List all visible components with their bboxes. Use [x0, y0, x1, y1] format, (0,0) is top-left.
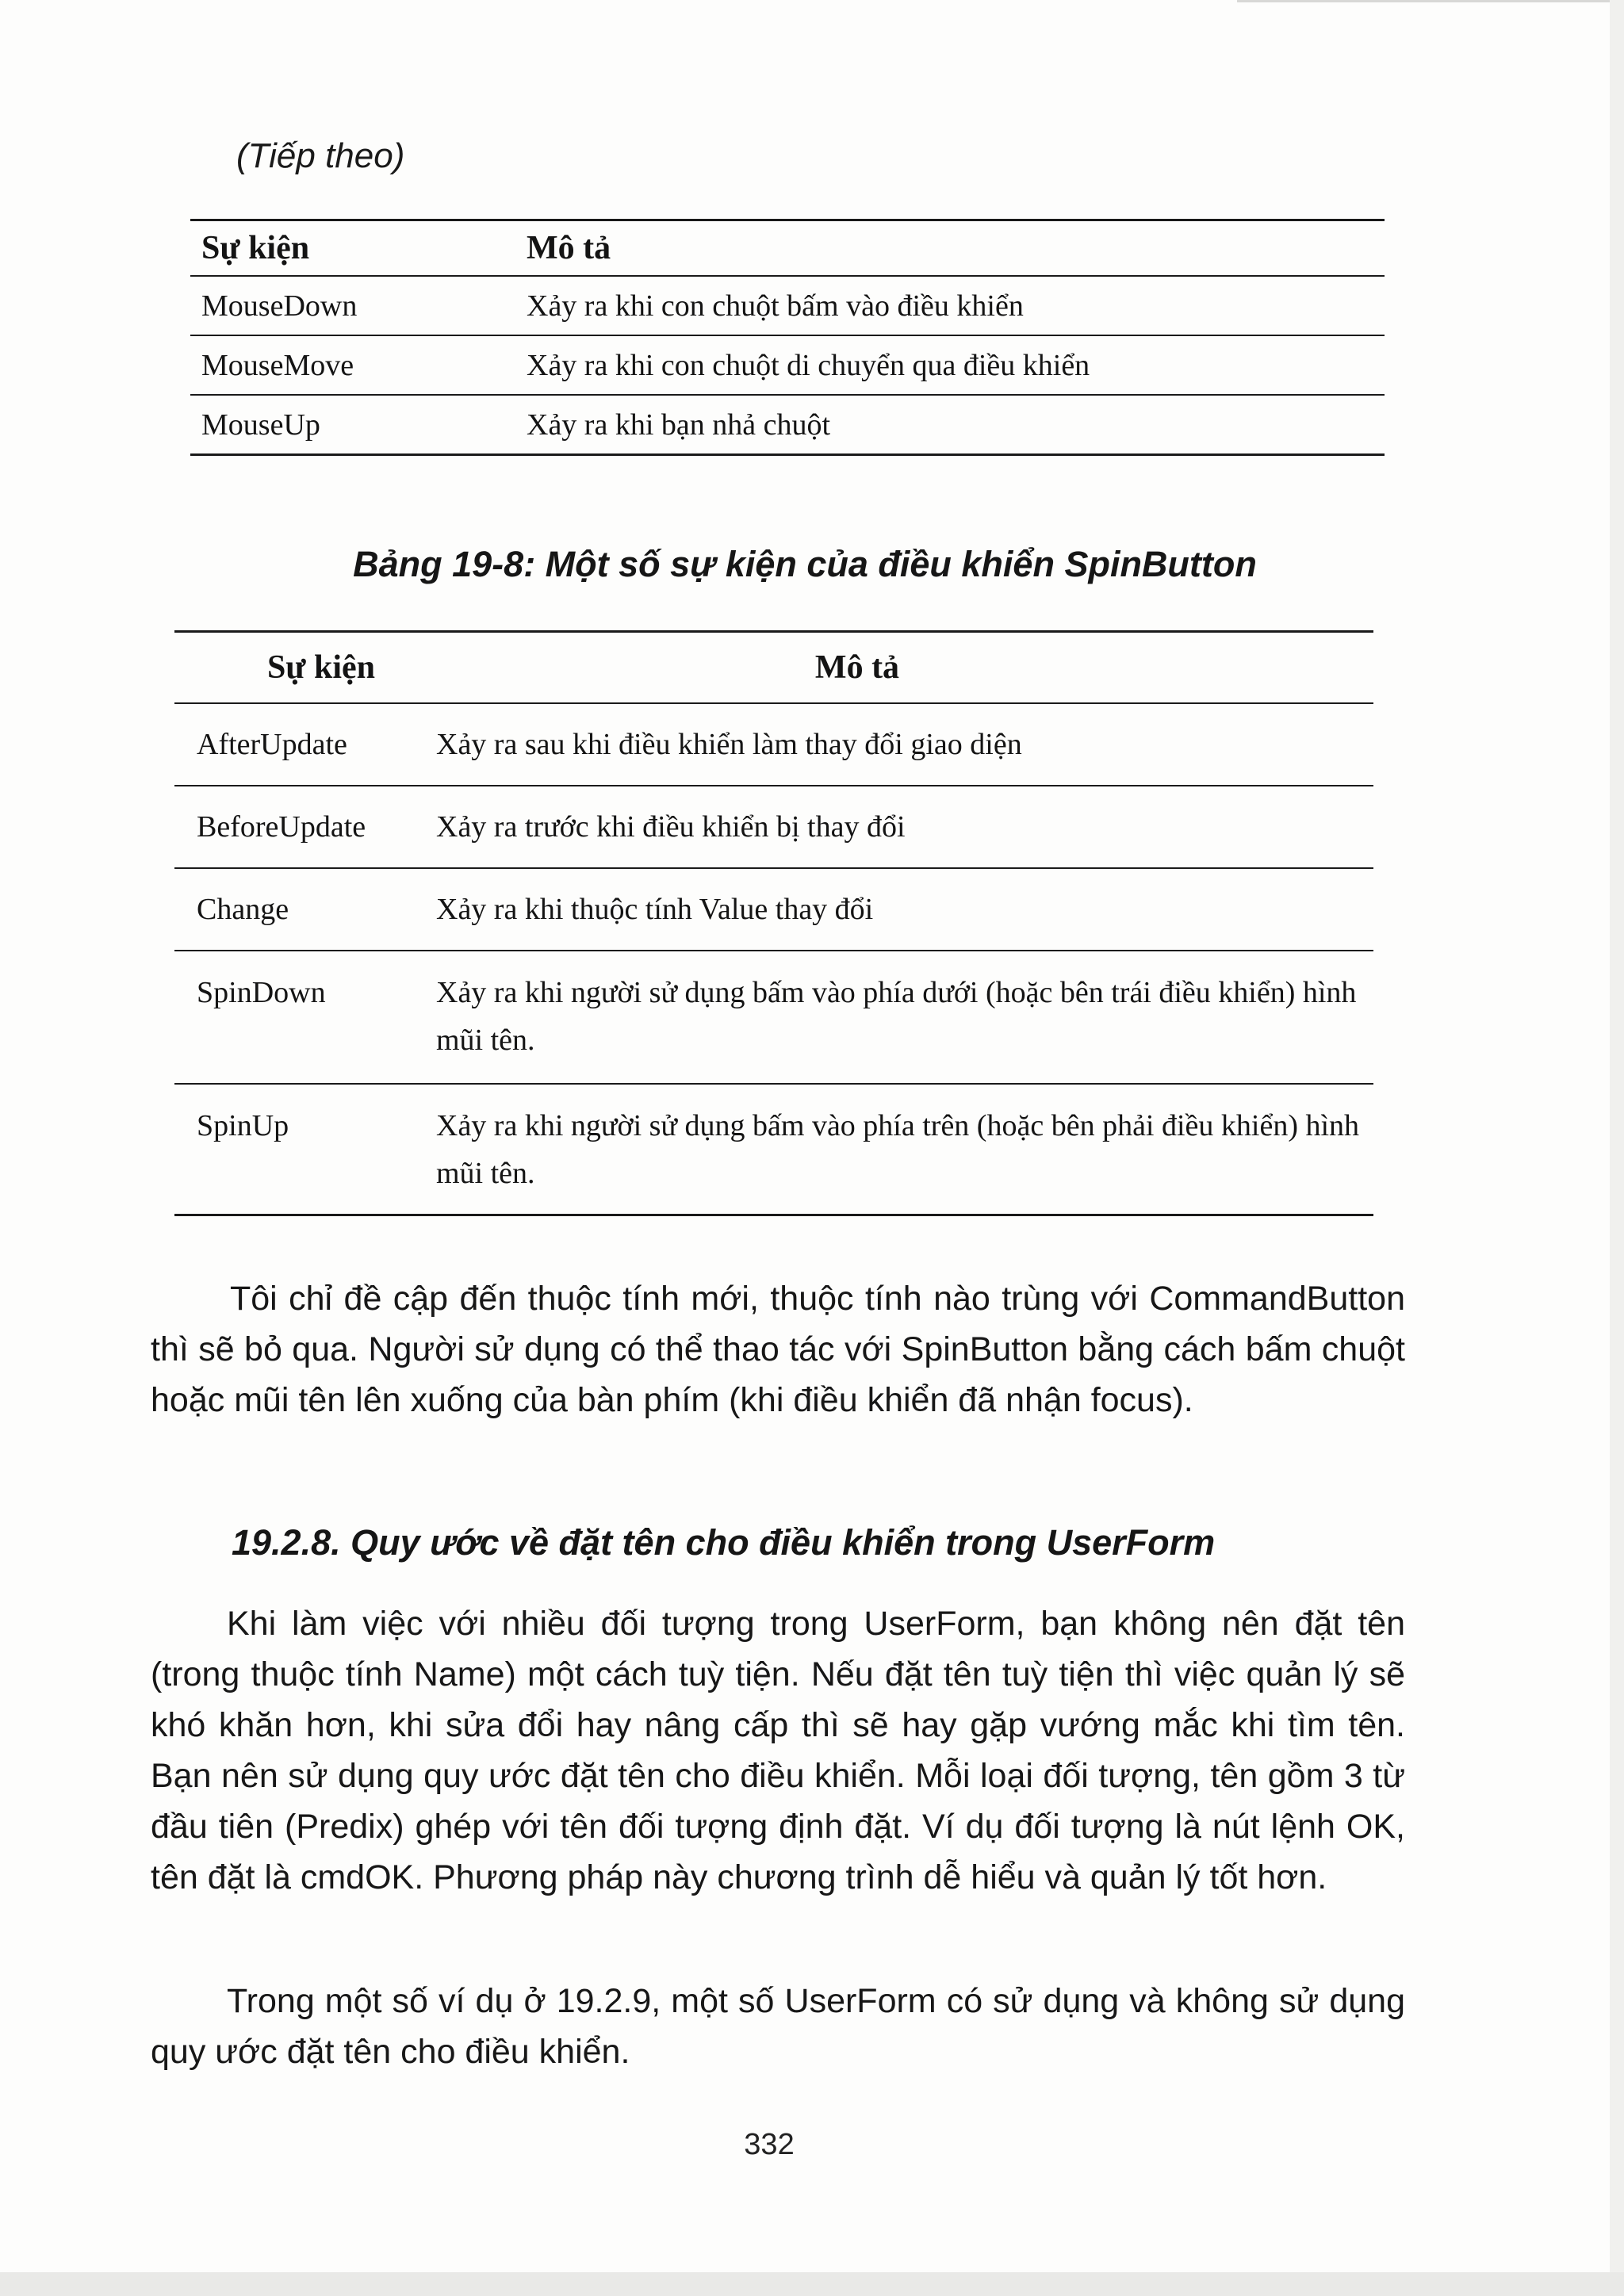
table-row — [174, 950, 1373, 1083]
table-caption: Bảng 19-8: Một số sự kiện của điều khiển SpinButton — [353, 544, 1257, 584]
event-description: Xảy ra sau khi điều khiển làm thay đổi giao diện — [436, 728, 1022, 761]
event-name: MouseDown — [201, 289, 358, 323]
table-row — [174, 702, 1373, 785]
event-description: Xảy ra khi người sử dụng bấm vào phía trên (hoặc bên phải điều khiển) hình mũi tên. — [436, 1109, 1360, 1190]
event-description: Xảy ra khi bạn nhả chuột — [527, 408, 831, 442]
event-description: Xảy ra khi thuộc tính Value thay đổi — [436, 893, 874, 926]
page-number: 332 — [744, 2128, 795, 2161]
table-row — [174, 1083, 1373, 1216]
table-row — [174, 785, 1373, 867]
event-description: Xảy ra khi con chuột bấm vào điều khiển — [527, 289, 1024, 323]
section-heading: 19.2.8. Quy ước về đặt tên cho điều khiển trong UserForm — [232, 1522, 1216, 1563]
table-row — [190, 335, 1385, 394]
table-header-row — [190, 219, 1385, 275]
header-description: Mô tả — [814, 649, 900, 686]
spinbutton-events-table — [174, 630, 1373, 1216]
event-name: MouseUp — [201, 408, 320, 442]
event-name: Change — [197, 893, 289, 926]
body-paragraph: Trong một số ví dụ ở 19.2.9, một số UserForm có sử dụng và không sử dụng quy ước đặt tên cho điều khiển. — [151, 1982, 1405, 2071]
event-name: BeforeUpdate — [197, 810, 366, 844]
events-table-continued — [190, 219, 1385, 456]
page-edge-bottom — [0, 2272, 1624, 2296]
event-description: Xảy ra khi con chuột di chuyển qua điều khiển — [527, 348, 1090, 382]
body-paragraph: Khi làm việc với nhiều đối tượng trong UserForm, bạn không nên đặt tên (trong thuộc tính Name) một cách tuỳ tiện. Nếu đặt tên tuỳ tiện thì việc quản lý sẽ khó khăn hơn, khi sửa đổi hay nâng cấp thì sẽ hay gặp vướng mắc khi tìm tên. Bạn nên sử dụng quy ước đặt tên cho điều khiển. Mỗi loại đối tượng, tên gồm 3 từ đầu tiên (Predix) ghép với tên đối tượng định đặt. Ví dụ đối tượng là nút lệnh OK, tên đặt là cmdOK. Phương pháp này chương trình dễ hiểu và quản lý tốt hơn. — [151, 1605, 1405, 1896]
table-header-row — [174, 630, 1373, 702]
event-description: Xảy ra trước khi điều khiển bị thay đổi — [436, 810, 906, 844]
header-description: Mô tả — [527, 230, 611, 266]
table-row — [190, 394, 1385, 456]
header-event: Sự kiện — [201, 230, 310, 266]
event-name: SpinDown — [197, 976, 326, 1009]
page-edge-top — [1237, 0, 1610, 2]
continued-label: (Tiếp theo) — [236, 136, 405, 175]
page-edge-right — [1610, 0, 1624, 2296]
table-row — [190, 275, 1385, 335]
event-name: AfterUpdate — [197, 728, 347, 761]
event-name: MouseMove — [201, 348, 354, 382]
event-description: Xảy ra khi người sử dụng bấm vào phía dưới (hoặc bên trái điều khiển) hình mũi tên. — [436, 976, 1357, 1057]
body-paragraph: Tôi chỉ đề cập đến thuộc tính mới, thuộc tính nào trùng với CommandButton thì sẽ bỏ qua. Người sử dụng có thể thao tác với SpinButton bằng cách bấm chuột hoặc mũi tên lên xuống của bàn phím (khi điều khiển đã nhận focus). — [151, 1280, 1405, 1419]
table-row — [174, 867, 1373, 950]
event-name: SpinUp — [197, 1109, 289, 1142]
header-event: Sự kiện — [266, 649, 376, 686]
